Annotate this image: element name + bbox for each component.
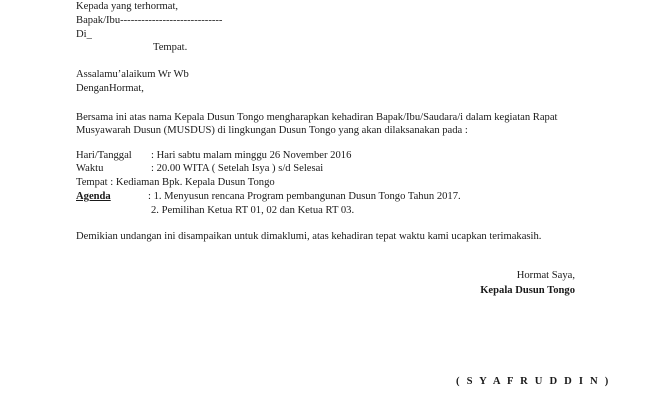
- agenda-item-1: : 1. Menyusun rencana Program pembangunan Dusun Tongo Tahun 2017.: [148, 191, 461, 202]
- schedule-place-row: Tempat : Kediaman Bpk. Kepala Dusun Tongo: [76, 177, 275, 188]
- schedule-day-label: Hari/Tanggal: [76, 150, 132, 161]
- recipient-at-line: Di_: [76, 29, 92, 40]
- recipient-name-line: Bapak/Ibu-----------------------------: [76, 15, 223, 26]
- agenda-item-2: 2. Pemilihan Ketua RT 01, 02 dan Ketua RT 03.: [151, 205, 355, 216]
- signature-title: Kepala Dusun Tongo: [480, 285, 575, 296]
- closing-text: Demikian undangan ini disampaikan untuk dimaklumi, atas kehadiran tepat waktu kami ucapkan terimakasih.: [76, 231, 542, 242]
- schedule-time-value: : 20.00 WITA ( Setelah Isya ) s/d Selesai: [151, 163, 324, 174]
- body-paragraph-line-2: Musyawarah Dusun (MUSDUS) di lingkungan Dusun Tongo yang akan dilaksanakan pada :: [76, 125, 468, 136]
- schedule-time-label: Waktu: [76, 163, 104, 174]
- signature-name: ( S Y A F R U D D I N ): [456, 376, 611, 387]
- schedule-time-row: [76, 162, 323, 175]
- agenda-label: Agenda: [76, 191, 111, 202]
- greeting-hormat: DenganHormat,: [76, 83, 144, 94]
- recipient-to-line: Kepada yang terhormat,: [76, 1, 179, 12]
- schedule-agenda-row: [76, 190, 461, 203]
- signature-regards: Hormat Saya,: [516, 270, 575, 281]
- schedule-day-row: [76, 149, 351, 162]
- recipient-place-line: Tempat.: [153, 42, 188, 53]
- body-paragraph-line-1: Bersama ini atas nama Kepala Dusun Tongo mengharapkan kehadiran Bapak/Ibu/Saudara/i dalam kegiatan Rapat: [76, 112, 558, 123]
- greeting-salam: Assalamu’alaikum Wr Wb: [76, 69, 189, 80]
- schedule-day-value: : Hari sabtu malam minggu 26 November 2016: [151, 150, 352, 161]
